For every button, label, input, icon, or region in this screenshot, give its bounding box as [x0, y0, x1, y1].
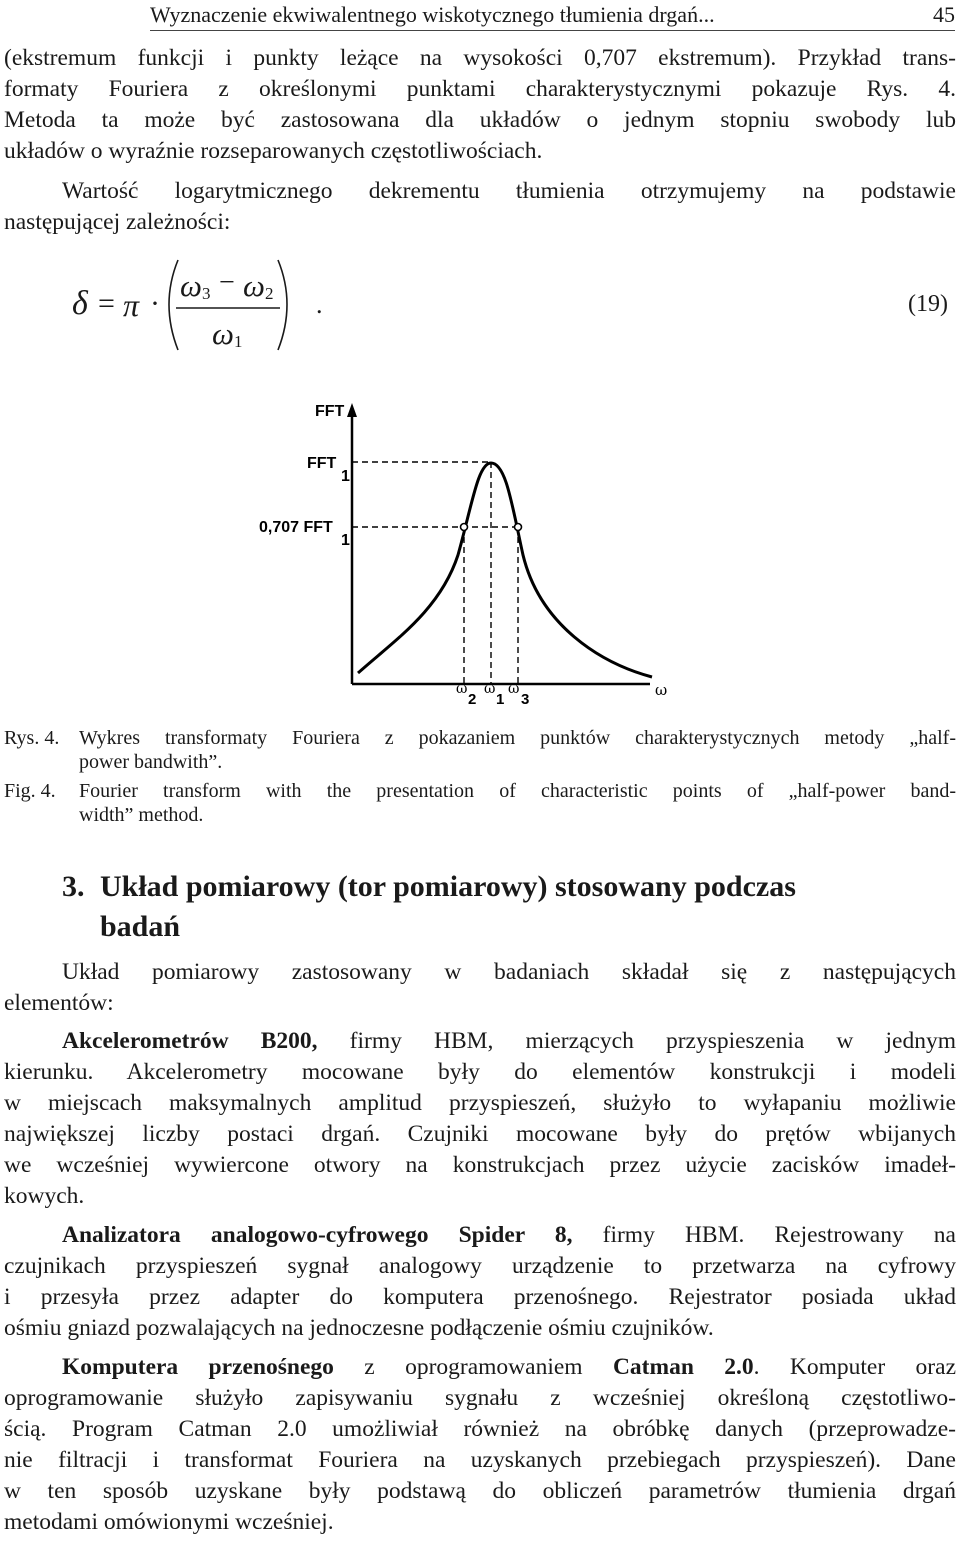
text-line: układów o wyraźnie rozseparowanych częstotliwościach.	[4, 138, 543, 164]
tick-omega1: ω	[484, 681, 496, 697]
text-line: czujnikach przyspieszeń sygnał analogowy urządzenie to przetwarza na cyfrowy	[4, 1253, 956, 1279]
bold-term: Komputera przenośnego	[62, 1354, 334, 1380]
header-rule	[150, 30, 955, 31]
text-run: firmy HBM, mierzących przyspieszenia w jednym	[317, 1028, 956, 1054]
page-number: 45	[933, 2, 955, 27]
text-line: we wcześniej wywiercone otwory na konstrukcjach przez użycie zacisków imadeł-	[4, 1152, 956, 1178]
paragraph-intro	[4, 43, 956, 167]
caption-line: Fourier transform with the presentation of characteristic points of „half-power band-	[79, 780, 956, 802]
equation-number: (19)	[908, 291, 948, 317]
paragraph-analizator	[4, 1220, 956, 1344]
text-line: kierunku. Akcelerometry mocowane były do elementów konstrukcji i modeli	[4, 1059, 956, 1085]
text-line: ścią. Program Catman 2.0 umożliwiał również na obróbkę danych (przeprowadze-	[4, 1416, 956, 1442]
tick-omega2: ω	[456, 681, 468, 697]
eq-omega3-sub: 3	[202, 284, 211, 303]
paragraph-komputer	[4, 1352, 956, 1538]
bold-term: Analizatora analogowo-cyfrowego Spider 8,	[62, 1222, 573, 1248]
text-line: formaty Fouriera z określonymi punktami charakterystycznymi pokazuje Rys. 4.	[4, 76, 956, 102]
tick-omega2-sub: 2	[468, 691, 477, 708]
bold-term: Catman 2.0	[612, 1354, 754, 1380]
text-run: . Komputer oraz	[753, 1354, 956, 1380]
text-line: kowych.	[4, 1183, 85, 1209]
section-title-line: badań	[100, 910, 181, 943]
eq-delta: δ	[72, 285, 88, 322]
text-line: nie filtracji i transformat Fouriera na uzyskanych przebiegach przyspieszeń). Dane	[4, 1447, 956, 1473]
running-title: Wyznaczenie ekwiwalentnego wiskotycznego tłumienia drgań...	[150, 2, 715, 27]
eq-equals: =	[98, 287, 115, 320]
y-axis-label: FFT	[315, 403, 345, 420]
text-line: oprogramowanie służyło zapisywaniu sygnału z wcześniej określoną częstotliwo-	[4, 1385, 956, 1411]
caption-label: Rys. 4.	[4, 727, 60, 749]
paragraph-akcelerometry	[4, 1026, 956, 1212]
bold-term: Akcelerometrów B200,	[62, 1028, 318, 1054]
caption-label: Fig. 4.	[4, 780, 56, 802]
half-power-point-right	[515, 524, 522, 531]
running-header	[150, 2, 955, 30]
eq-omega3: ω	[180, 268, 202, 303]
text-line: w ten sposób uzyskane były podstawą do obliczeń parametrów tłumienia drgań	[4, 1478, 956, 1504]
text-run: z oprogramowaniem	[333, 1354, 613, 1380]
text-run: firmy HBM. Rejestrowany na	[572, 1222, 956, 1248]
eq-dot: ·	[150, 287, 160, 320]
half-power-label: 0,707 FFT	[259, 519, 333, 536]
text-line: elementów:	[4, 990, 114, 1016]
section-title-line: Układ pomiarowy (tor pomiarowy) stosowany podczas	[100, 870, 796, 903]
tick-omega3-sub: 3	[521, 691, 530, 708]
peak-label: FFT	[307, 455, 337, 472]
section-number: 3.	[62, 870, 85, 903]
paragraph-dekrement	[4, 176, 956, 238]
caption-line: Wykres transformaty Fouriera z pokazaniem punktów charakterystycznych metody „half-	[79, 727, 956, 749]
text-line: Układ pomiarowy zastosowany w badaniach składał się z następujących	[62, 959, 956, 985]
eq-period: .	[316, 290, 323, 319]
text-line: następującej zależności:	[4, 209, 231, 235]
y-axis-arrow-icon	[347, 403, 357, 417]
text-line: i przesyła przez adapter do komputera przenośnego. Rejestrator posiada układ	[4, 1284, 956, 1310]
eq-pi: π	[123, 287, 140, 323]
eq-minus: −	[219, 267, 235, 298]
peak-label-sub: 1	[341, 468, 350, 485]
text-line: metodami omówionymi wcześniej.	[4, 1509, 334, 1535]
half-power-point-left	[461, 524, 468, 531]
caption-line: power bandwith”.	[79, 751, 223, 773]
paragraph-uklad	[4, 957, 956, 1019]
text-line: (ekstremum funkcji i punkty leżące na wysokości 0,707 ekstremum). Przykład trans-	[4, 45, 956, 71]
eq-omega2: ω	[243, 268, 265, 303]
x-axis-label: ω	[655, 681, 668, 699]
figure-caption-en	[4, 779, 956, 829]
resonance-curve	[358, 463, 652, 677]
text-line: ośmiu gniazd pozwalających na jednoczesne podłączenie ośmiu czujników.	[4, 1315, 714, 1341]
text-line: Metoda ta może być zastosowana dla układów o jednym stopniu swobody lub	[4, 107, 956, 133]
caption-line: width” method.	[79, 804, 204, 826]
eq-omega1-sub: 1	[234, 332, 243, 351]
tick-omega3: ω	[508, 681, 520, 697]
half-power-label-sub: 1	[341, 532, 350, 549]
text-line: największej liczby postaci drgań. Czujniki mocowane były do prętów wbijanych	[4, 1121, 956, 1147]
eq-omega1: ω	[212, 316, 234, 351]
text-line: Wartość logarytmicznego dekrementu tłumienia otrzymujemy na podstawie	[62, 178, 956, 204]
tick-omega1-sub: 1	[496, 691, 505, 708]
figure-caption-pl	[4, 726, 956, 776]
eq-omega2-sub: 2	[265, 284, 274, 303]
text-line: w miejscach maksymalnych amplitud przyspieszeń, służyło to wyłapaniu możliwie	[4, 1090, 956, 1116]
figure-fft-plot	[240, 395, 690, 715]
